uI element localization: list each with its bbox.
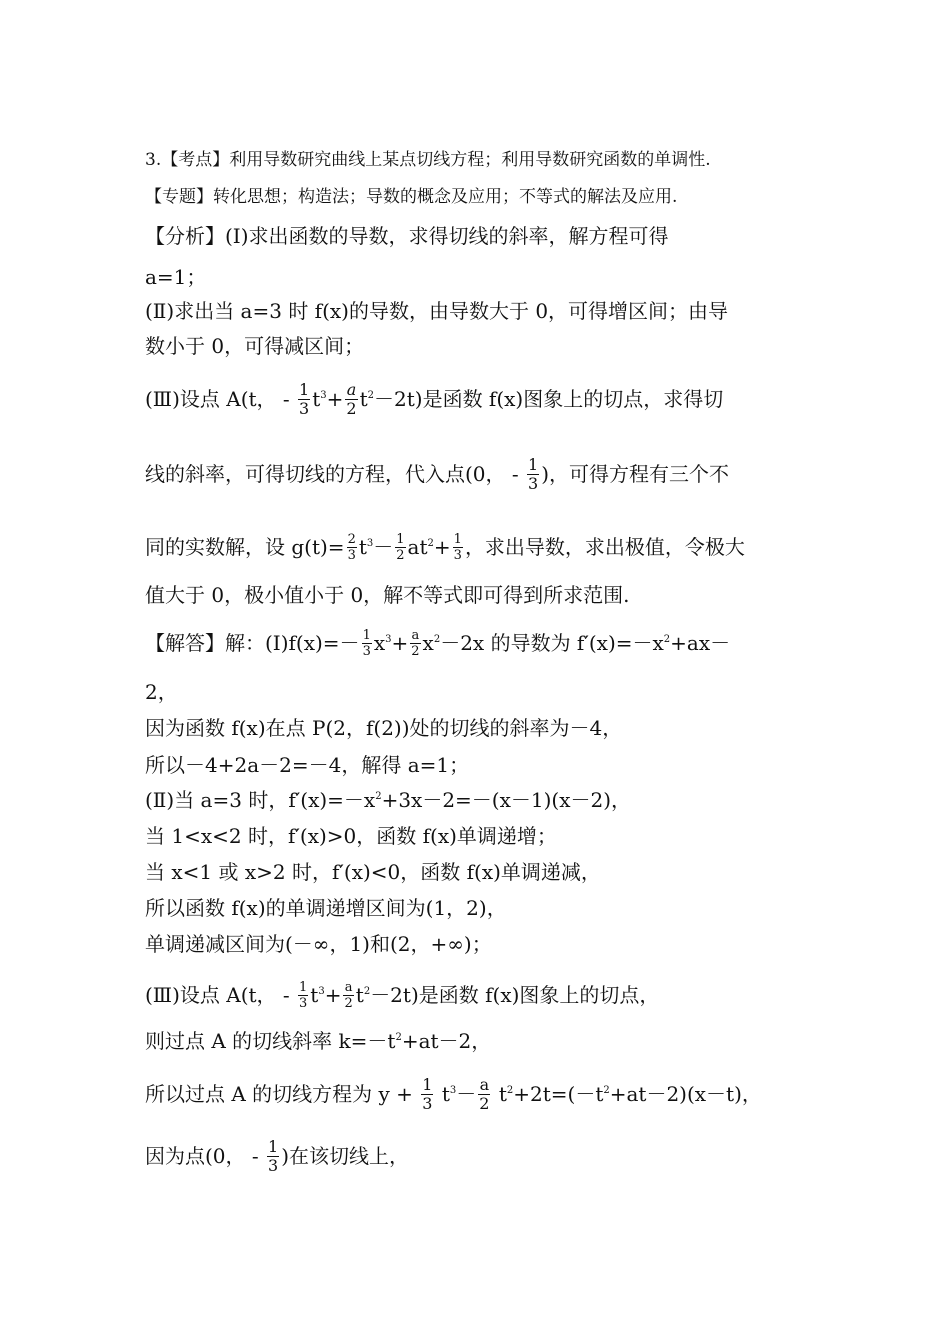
line-18: 所以函数 f(x)的单调递增区间为(1，2)， xyxy=(145,896,507,920)
fraction-1-3: $\frac{1}{3}$ xyxy=(362,628,371,659)
text: t xyxy=(355,983,364,1007)
text: t xyxy=(358,535,367,559)
fraction-1-3: $\frac{1}{3}$ xyxy=(528,455,539,493)
line-2: 【专题】转化思想；构造法；导数的概念及应用；不等式的解法及应用. xyxy=(145,187,678,207)
fraction-1-3: $\frac{1}{3}$ xyxy=(299,980,308,1011)
text: at xyxy=(407,535,428,559)
line-14: 所以－4+2a－2=－4，解得 a=1； xyxy=(145,753,470,777)
fraction-a-2: $\frac{a}{2}$ xyxy=(411,628,420,659)
text: － xyxy=(373,535,394,559)
text: 因为点(0， - xyxy=(145,1144,259,1168)
line-12: 2， xyxy=(145,680,178,704)
line-5: (Ⅱ)求出当 a=3 时 f(x)的导数，由导数大于 0，可得增区间；由导 xyxy=(145,299,729,323)
text: － xyxy=(456,1082,477,1106)
line-19: 单调递减区间为(－∞，1)和(2，+∞)； xyxy=(145,932,492,956)
text: +at－2)(x－t)， xyxy=(609,1082,762,1106)
text: 同的实数解，设 g(t)= xyxy=(145,535,345,559)
fraction-1-2: $\frac{1}{2}$ xyxy=(396,532,405,563)
text: t xyxy=(498,1082,507,1106)
line-20: (Ⅲ)设点 A(t， - $\frac{1}{3}$ $t^3+$ $\frac{a}{2}$ $t^2-2t$)是函数 f(x)图象上的切点， xyxy=(145,980,660,1011)
line-10: 值大于 0，极小值小于 0，解不等式即可得到所求范围. xyxy=(145,583,630,607)
line-8 xyxy=(145,455,730,493)
line-4: a=1； xyxy=(145,265,207,289)
fraction-a-2: $\frac{a}{2}$ xyxy=(346,380,357,418)
line-3 xyxy=(145,226,669,246)
fraction-1-3: $\frac{1}{3}$ xyxy=(453,532,462,563)
text: t xyxy=(310,983,319,1007)
text: +at－2， xyxy=(401,1029,492,1053)
line-6: 数小于 0，可得减区间； xyxy=(145,334,365,358)
text: +3x－2=－(x－1)(x－2)， xyxy=(381,788,632,812)
text: +2t=(－t xyxy=(513,1082,604,1106)
text: ，求出导数，求出极值，令极大 xyxy=(464,535,745,559)
text: 所以过点 A 的切线方程为 y + xyxy=(145,1082,413,1106)
text: t xyxy=(359,387,368,411)
fraction-a-2: $\frac{a}{2}$ xyxy=(479,1075,490,1113)
line-9: 同的实数解，设 g(t)= $\frac{2}{3}$ $t^3-$ $\frac{1}{2}$ $at^2+$ $\frac{1}{3}$ ，求出导数，求出极值，令极大 xyxy=(145,532,745,563)
fraction-1-3: $\frac{1}{3}$ xyxy=(299,380,310,418)
line-16: 当 1<x<2 时，f′(x)>0，函数 f(x)单调递增； xyxy=(145,824,557,848)
fraction-1-3: $\frac{1}{3}$ xyxy=(268,1137,279,1175)
text: t xyxy=(441,1082,450,1106)
text: －2x 的导数为 f′(x)=－x xyxy=(440,631,664,655)
line-15: (Ⅱ)当 a=3 时，$f'(x)=-x^2+3x-2=-(x-1)(x-2)$， xyxy=(145,788,632,812)
text: (Ⅲ)设点 A(t， - xyxy=(145,387,290,411)
line-17: 当 x<1 或 x>2 时，f′(x)<0，函数 f(x)单调递减， xyxy=(145,860,601,884)
text: －2t)是函数 f(x)图象上的切点， xyxy=(370,983,660,1007)
analysis-text: (Ⅰ)求出函数的导数，求得切线的斜率，解方程可得 xyxy=(225,224,669,248)
text: －2t)是函数 f(x)图象上的切点，求得切 xyxy=(374,387,724,411)
text: t xyxy=(312,387,321,411)
text: 线的斜率，可得切线的方程，代入点(0， - xyxy=(145,462,519,486)
fraction-a-2: $\frac{a}{2}$ xyxy=(344,980,353,1011)
text: x xyxy=(422,631,434,655)
text: +ax－ xyxy=(670,631,731,655)
line-7: (Ⅲ)设点 A(t， - $\frac{1}{3}$ $t^3+$ $\frac{a}{2}$ $t^2-2t$)是函数 f(x)图象上的切点，求得切 xyxy=(145,380,724,418)
fraction-1-3: $\frac{1}{3}$ xyxy=(422,1075,433,1113)
text: + xyxy=(433,535,451,559)
line-11: 【解答】解：(Ⅰ)f(x)=－ $\frac{1}{3}$ $x^3+$ $\frac{a}{2}$ $x^2-2x$ 的导数为 $f'(x)=-x^2+ax-$ xyxy=(145,628,731,659)
line-21: 则过点 A 的切线斜率 $k=-t^2+at-2$， xyxy=(145,1029,492,1053)
text: 则过点 A 的切线斜率 k=－t xyxy=(145,1029,396,1053)
analysis-tag: 【分析】 xyxy=(145,224,225,248)
text: )在该切线上， xyxy=(281,1144,410,1168)
line-13: 因为函数 f(x)在点 P(2，f(2))处的切线的斜率为－4， xyxy=(145,716,623,740)
text: 【解答】解：(Ⅰ)f(x)=－ xyxy=(145,631,360,655)
text: (Ⅱ)当 a=3 时，f′(x)=－x xyxy=(145,788,376,812)
text: )，可得方程有三个不 xyxy=(541,462,730,486)
text: (Ⅲ)设点 A(t， - xyxy=(145,983,290,1007)
line-23 xyxy=(145,1137,410,1175)
line-1: 3.【考点】利用导数研究曲线上某点切线方程；利用导数研究函数的单调性. xyxy=(145,150,711,170)
text: x xyxy=(373,631,386,655)
line-22: 所以过点 A 的切线方程为 y + $\frac{1}{3}$ $t^3-$ $\frac{a}{2}$ $t^2+2t=(-t^2+at-2)(x-t)$， xyxy=(145,1075,762,1113)
fraction-2-3: $\frac{2}{3}$ xyxy=(347,532,356,563)
